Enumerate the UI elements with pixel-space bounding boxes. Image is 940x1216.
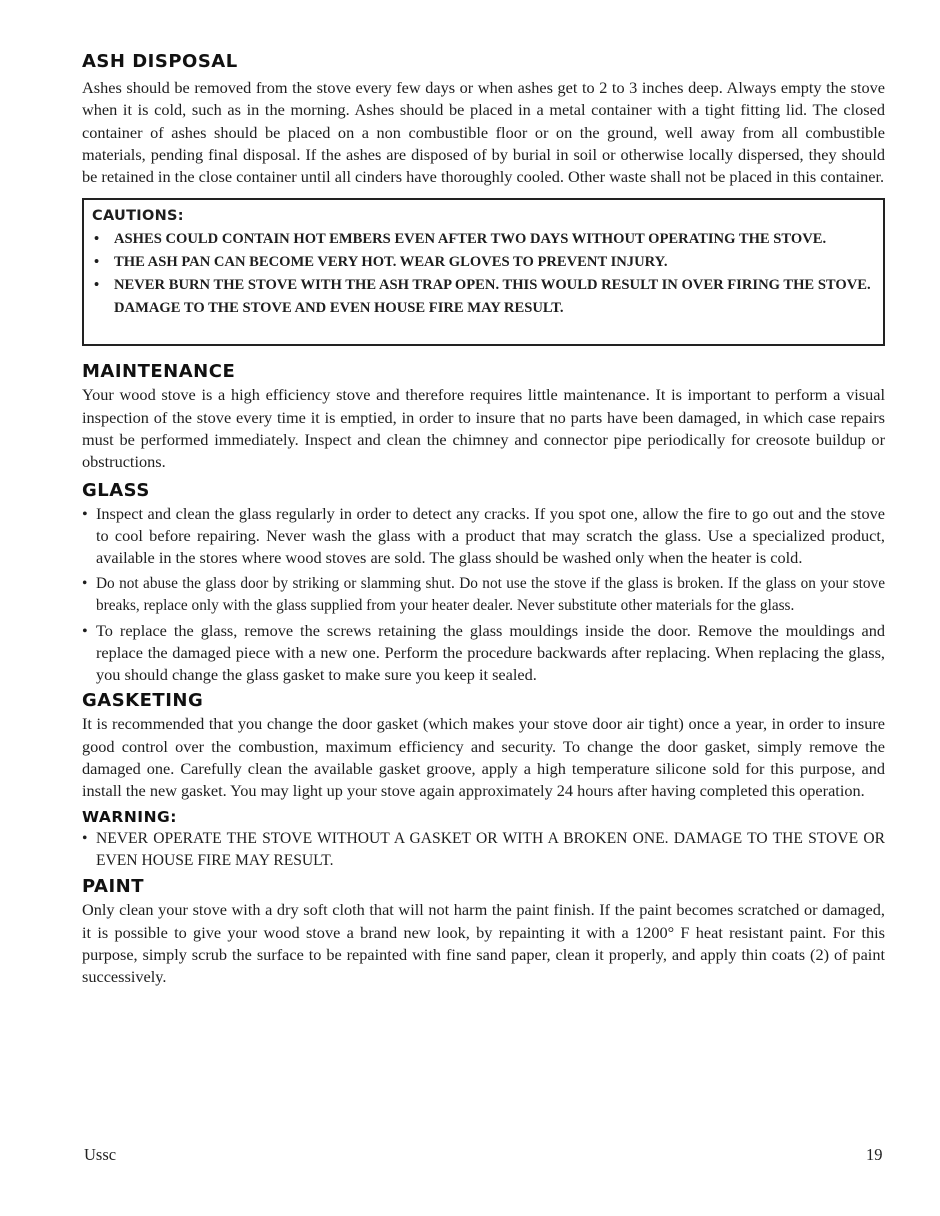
glass-item-text: Do not abuse the glass door by striking or slamming shut. Do not use the stove if the glass is broken. If the glass on your stove breaks, replace only with the glass supplied from your heater dealer. Never substitute other materials for the glass. xyxy=(96,574,885,614)
ash-disposal-paragraph: Ashes should be removed from the stove every few days or when ashes get to 2 to 3 inches deep. Always empty the stove when it is cold, such as in the morning. Ashes should be placed in a metal container with a tight fitting lid. The closed container of ashes should be placed on a non combustible floor or on the ground, well away from all combustible materials, pending final disposal. If the ashes are disposed of by burial in soil or otherwise locally dispersed, they should be retained in the close container until all cinders have thoroughly cooled. Other waste shall not be placed in this container. xyxy=(82,78,885,187)
paint-heading: PAINT xyxy=(82,876,145,898)
gasketing-heading: GASKETING xyxy=(82,690,204,712)
maintenance-heading: MAINTENANCE xyxy=(82,361,236,383)
bullet-icon: • xyxy=(94,277,100,294)
ash-disposal-heading: ASH DISPOSAL xyxy=(82,51,238,72)
list-item xyxy=(82,573,885,617)
glass-heading: GLASS xyxy=(82,479,150,501)
footer-brand: Ussc xyxy=(84,1145,117,1164)
maintenance-paragraph: Your wood stove is a high efficiency stove and therefore requires little maintenance. It is important to perform a visual inspection of the stove every time it is emptied, in order to insure that no parts have been damaged, in which case repairs must be performed immediately. Inspect and clean the chimney and connector pipe periodically for creosote buildup or obstructions. xyxy=(82,385,885,472)
glass-item-text: To replace the glass, remove the screws retaining the glass mouldings inside the door. Remove the mouldings and replace the damaged piece with a new one. Perform the procedure backwards after replacing. When replacing the glass, you should change the glass gasket to make sure you keep it sealed. xyxy=(96,620,885,685)
caution-text: ASHES COULD CONTAIN HOT EMBERS EVEN AFTER TWO DAYS WITHOUT OPERATING THE STOVE. xyxy=(114,231,827,248)
caution-item xyxy=(92,274,875,320)
bullet-icon: • xyxy=(94,231,100,248)
paint-paragraph: Only clean your stove with a dry soft cloth that will not harm the paint finish. If the paint becomes scratched or damaged, it is possible to give your wood stove a brand new look, by repainting it with a 1200° F heat resistant paint. For this purpose, simply scrub the surface to be repainted with fine sand paper, clean it properly, and apply thin coats (2) of paint successively. xyxy=(82,900,885,987)
caution-item xyxy=(92,228,875,251)
cautions-list xyxy=(92,228,875,320)
page-number: 19 xyxy=(866,1145,883,1164)
caution-item xyxy=(92,251,875,274)
cautions-title: CAUTIONS: xyxy=(92,208,184,225)
list-item xyxy=(82,503,885,570)
document-page xyxy=(82,50,885,988)
list-item xyxy=(82,620,885,687)
list-item xyxy=(82,828,885,873)
caution-text: NEVER BURN THE STOVE WITH THE ASH TRAP OPEN. THIS WOULD RESULT IN OVER FIRING THE STOVE. DAMAGE TO THE STOVE AND EVEN HOUSE FIRE MAY RESULT. xyxy=(114,277,871,317)
bullet-icon: • xyxy=(82,829,88,847)
cautions-box xyxy=(82,198,885,346)
bullet-icon: • xyxy=(82,574,88,592)
bullet-icon: • xyxy=(82,620,88,640)
caution-text: THE ASH PAN CAN BECOME VERY HOT. WEAR GLOVES TO PREVENT INJURY. xyxy=(114,254,668,271)
glass-list xyxy=(82,503,885,687)
warning-list xyxy=(82,828,885,873)
bullet-icon: • xyxy=(82,503,88,523)
bullet-icon: • xyxy=(94,254,100,271)
warning-heading: WARNING: xyxy=(82,807,177,826)
warning-item-text: NEVER OPERATE THE STOVE WITHOUT A GASKET OR WITH A BROKEN ONE. DAMAGE TO THE STOVE OR EVEN HOUSE FIRE MAY RESULT. xyxy=(96,829,885,869)
gasketing-paragraph: It is recommended that you change the door gasket (which makes your stove door air tight) once a year, in order to insure good control over the combustion, maximum efficiency and security. To change the door gasket, simply remove the damaged one. Carefully clean the available gasket groove, apply a high temperature silicone sold for this purpose, and install the new gasket. You may light up your stove again approximately 24 hours after having completed this operation. xyxy=(82,714,885,801)
glass-item-text: Inspect and clean the glass regularly in order to detect any cracks. If you spot one, allow the fire to go out and the stove to cool before repairing. Never wash the glass with a product that may scratch the glass. Use a specialized product, available in the stores where wood stoves are sold. The glass should be washed only when the heater is cold. xyxy=(96,503,885,568)
